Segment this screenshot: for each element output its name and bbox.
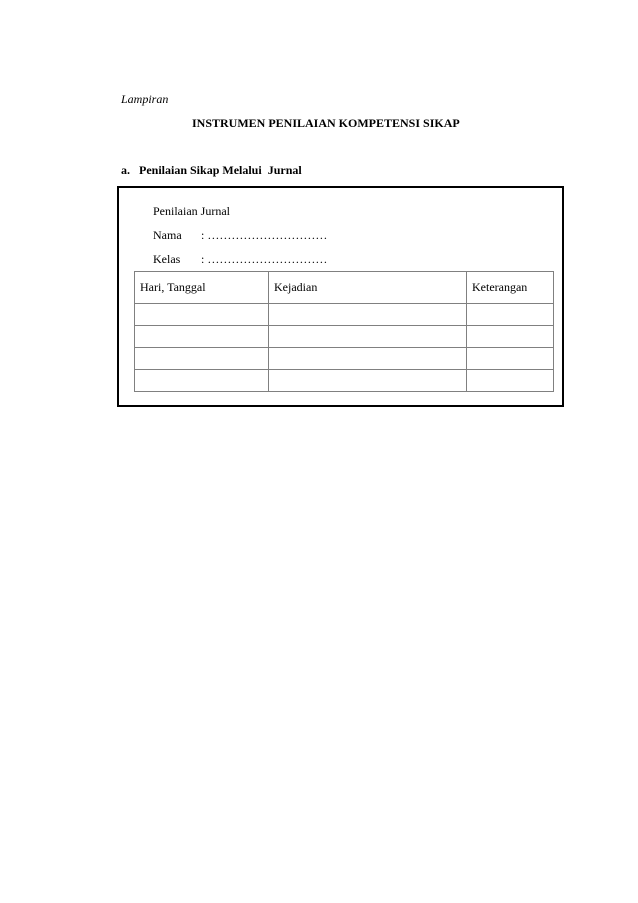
section-heading: a. Penilaian Sikap Melalui Jurnal bbox=[121, 163, 302, 177]
table-header-row bbox=[135, 272, 554, 304]
class-field-row bbox=[153, 252, 327, 267]
table-cell bbox=[467, 370, 554, 392]
table-cell bbox=[467, 326, 554, 348]
table-cell bbox=[135, 304, 269, 326]
table-cell bbox=[467, 304, 554, 326]
header-date: Hari, Tanggal bbox=[135, 272, 269, 304]
table-cell bbox=[269, 304, 467, 326]
table-cell bbox=[467, 348, 554, 370]
table-cell bbox=[135, 348, 269, 370]
table-row bbox=[135, 326, 554, 348]
journal-title: Penilaian Jurnal bbox=[153, 204, 230, 218]
table-row bbox=[135, 348, 554, 370]
name-field-label: Nama bbox=[153, 228, 182, 242]
header-note: Keterangan bbox=[467, 272, 554, 304]
header-event: Kejadian bbox=[269, 272, 467, 304]
document-title: INSTRUMEN PENILAIAN KOMPETENSI SIKAP bbox=[192, 116, 460, 130]
table-cell bbox=[269, 348, 467, 370]
journal-form-box bbox=[117, 186, 564, 407]
table-cell bbox=[269, 326, 467, 348]
name-field-blank: : ………………………… bbox=[201, 228, 328, 242]
table-row bbox=[135, 370, 554, 392]
class-field-label: Kelas bbox=[153, 252, 181, 266]
table-row bbox=[135, 304, 554, 326]
table-cell bbox=[135, 370, 269, 392]
appendix-label: Lampiran bbox=[121, 92, 169, 106]
journal-table bbox=[134, 271, 554, 392]
class-field-blank: : ………………………… bbox=[201, 252, 328, 266]
table-cell bbox=[135, 326, 269, 348]
table-cell bbox=[269, 370, 467, 392]
name-field-row bbox=[153, 228, 327, 243]
